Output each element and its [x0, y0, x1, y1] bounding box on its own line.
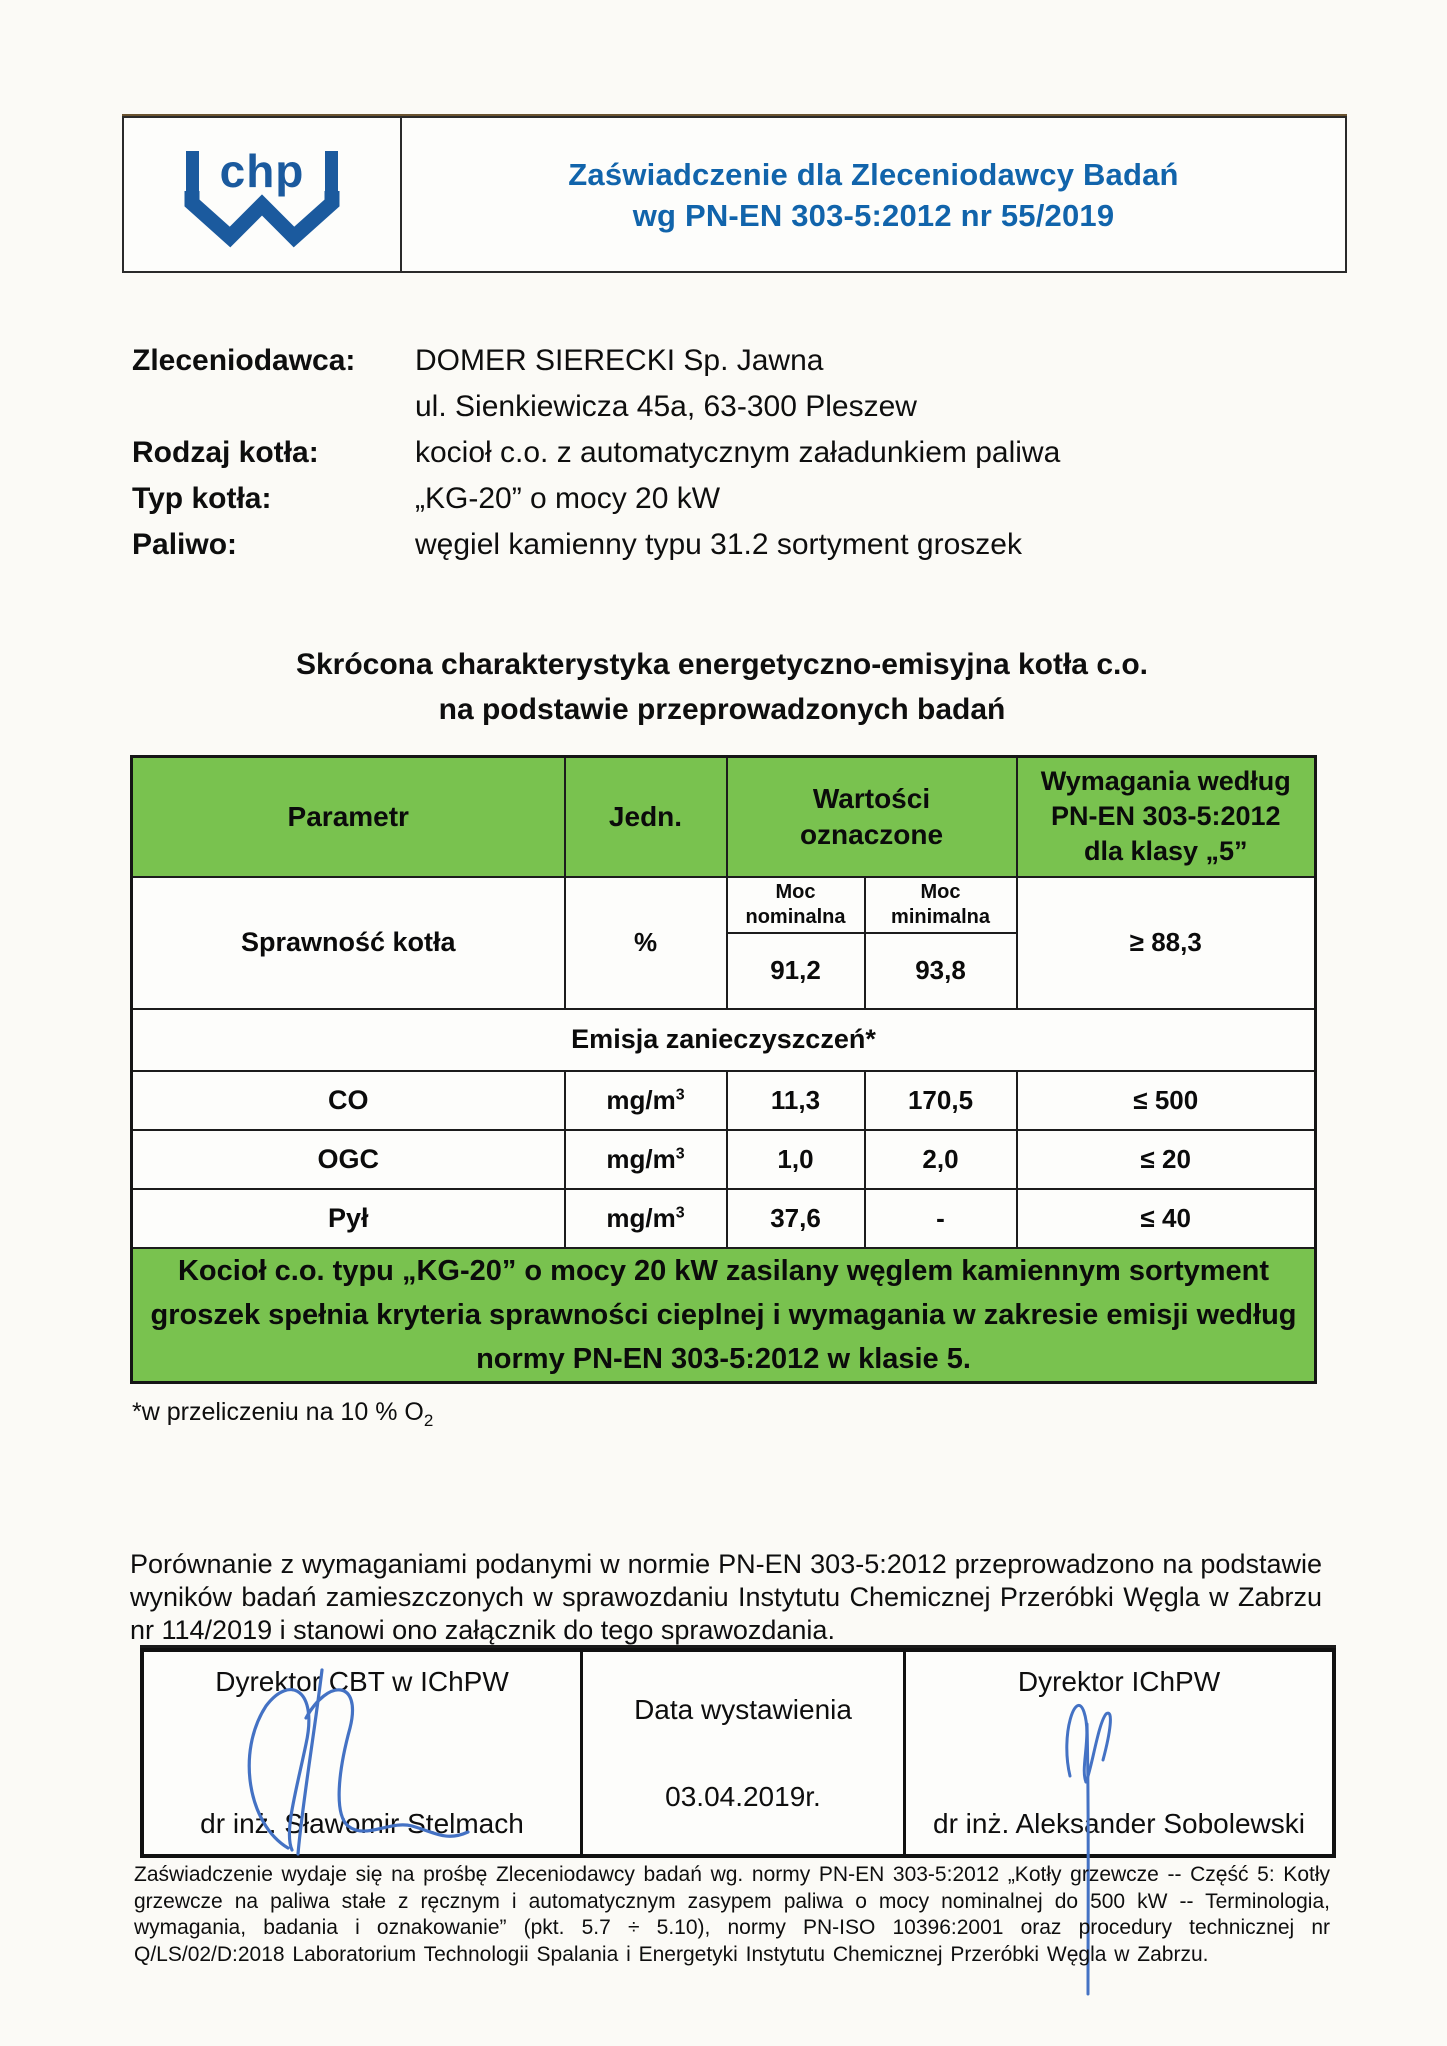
client-info: [132, 338, 1322, 568]
svg-text:chp: chp: [219, 144, 305, 197]
boiler-kind-value: kocioł c.o. z automatycznym załadunkiem paliwa: [415, 436, 1061, 469]
header-parametr: Parametr: [132, 757, 565, 877]
header-wartosci: [727, 757, 1017, 877]
signature-box: [140, 1648, 1336, 1858]
subheader-moc-nominalna: Moc nominalna: [727, 877, 865, 933]
pyl-row: [132, 1189, 1316, 1248]
efficiency-subheader-row: [132, 877, 1316, 933]
boiler-kind-label: Rodzaj kotła:: [132, 436, 319, 469]
co-param: CO: [132, 1071, 565, 1130]
section-title: [130, 642, 1314, 732]
pyl-unit-sup: 3: [675, 1203, 685, 1221]
ichpw-logo: [124, 118, 402, 271]
right-signer-title: Dyrektor IChPW: [1017, 1666, 1221, 1697]
emission-section-label: Emisja zanieczyszczeń*: [132, 1009, 1316, 1071]
conclusion-row: [132, 1248, 1316, 1383]
header-wartosci-line1: Wartości: [812, 782, 931, 814]
pyl-requirement: ≤ 40: [1017, 1189, 1316, 1248]
ogc-unit-base: mg/m: [606, 1143, 676, 1174]
header-jedn: Jedn.: [565, 757, 727, 877]
pyl-param: Pył: [132, 1189, 565, 1248]
section-title-line1: Skrócona charakterystyka energetyczno-emisyjna kotła c.o.: [295, 648, 1149, 681]
header-wartosci-line2: oznaczone: [799, 818, 944, 850]
client-label: Zleceniodawca:: [132, 344, 356, 377]
pyl-minimal: -: [865, 1189, 1017, 1248]
fuel-value: węgiel kamienny typu 31.2 sortyment groszek: [415, 528, 1022, 561]
co-nominal: 11,3: [727, 1071, 865, 1130]
left-signer-title: Dyrektor CBT w IChPW: [215, 1666, 509, 1697]
document-title-line1: Zaświadczenie dla Zleceniodawcy Badań: [568, 156, 1179, 192]
ichpw-logo-icon: [172, 141, 352, 249]
right-signer-name: dr inż. Aleksander Sobolewski: [933, 1808, 1305, 1839]
boiler-type-label: Typ kotła:: [132, 482, 272, 515]
client-address: ul. Sienkiewicza 45a, 63-300 Pleszew: [415, 390, 917, 423]
signature-cell-right: [906, 1652, 1332, 1854]
efficiency-requirement: ≥ 88,3: [1017, 877, 1316, 1009]
efficiency-minimal-value: 93,8: [865, 933, 1017, 1009]
ogc-requirement: ≤ 20: [1017, 1130, 1316, 1189]
header-box: [122, 116, 1347, 273]
section-title-line2: na podstawie przeprowadzonych badań: [438, 693, 1006, 726]
conclusion-banner: Kocioł c.o. typu „KG-20” o mocy 20 kW zasilany węglem kamiennym sortyment groszek spełnia kryteria sprawności cieplnej i wymagania w zakresie emisji według normy PN-EN 303-5:2012 w klasie 5.: [132, 1248, 1316, 1383]
ogc-row: [132, 1130, 1316, 1189]
table-header-row: [132, 757, 1316, 877]
co-unit-sup: 3: [675, 1085, 685, 1103]
header-wymagania-line1: Wymagania według: [1040, 766, 1291, 797]
fuel-label: Paliwo:: [132, 528, 238, 561]
ogc-nominal: 1,0: [727, 1130, 865, 1189]
header-wymagania-line3: dla klasy „5”: [1083, 836, 1248, 867]
subheader-moc-minimalna: Moc minimalna: [865, 877, 1017, 933]
footnote-sub: 2: [423, 1411, 434, 1430]
fine-print: Zaświadczenie wydaje się na prośbę Zleceniodawcy badań wg. normy PN-EN 303-5:2012 „Kotły grzewcze -- Część 5: Kotły grzewcze na paliwa stałe z ręcznym i automatycznym zasypem paliwa o mocy nominalnej do 500 kW -- Terminologia, wymagania, badania i oznakowanie” (pkt. 5.7 ÷ 5.10), normy PN-ISO 10396:2001 oraz procedury technicznej nr Q/LS/02/D:2018 Laboratorium Technologii Spalania i Energetyki Instytutu Chemicznej Przeróbki Węgla w Zabrzu.: [134, 1863, 1330, 1966]
client-name: DOMER SIERECKI Sp. Jawna: [415, 344, 824, 377]
ogc-unit: [565, 1130, 727, 1189]
signature-cell-date: [583, 1652, 906, 1854]
date-value: 03.04.2019r.: [665, 1780, 821, 1812]
co-unit-base: mg/m: [606, 1084, 676, 1115]
ogc-param: OGC: [132, 1130, 565, 1189]
pyl-nominal: 37,6: [727, 1189, 865, 1248]
header-wymagania-line2: PN-EN 303-5:2012: [1050, 801, 1281, 832]
document-title: [402, 118, 1345, 271]
co-row: [132, 1071, 1316, 1130]
ogc-minimal: 2,0: [865, 1130, 1017, 1189]
header-wymagania: [1017, 757, 1316, 877]
results-table: [130, 755, 1317, 1384]
co-unit: [565, 1071, 727, 1130]
signature-cell-left: [144, 1652, 583, 1854]
co-minimal: 170,5: [865, 1071, 1017, 1130]
ogc-unit-sup: 3: [675, 1144, 685, 1162]
pyl-unit: [565, 1189, 727, 1248]
comparison-paragraph: Porównanie z wymaganiami podanymi w normie PN-EN 303-5:2012 przeprowadzono na podstawie wyników badań zamieszczonych w sprawozdaniu Instytutu Chemicznej Przeróbki Węgla w Zabrzu nr 114/2019 i stanowi ono załącznik do tego sprawozdania.: [130, 1549, 1322, 1645]
pyl-unit-base: mg/m: [606, 1202, 676, 1233]
boiler-type-value: „KG-20” o mocy 20 kW: [415, 482, 721, 515]
emission-section-row: [132, 1009, 1316, 1071]
document-title-line2: wg PN-EN 303-5:2012 nr 55/2019: [632, 197, 1115, 233]
footnote-text: *w przeliczeniu na 10 % O: [132, 1398, 424, 1426]
efficiency-nominal-value: 91,2: [727, 933, 865, 1009]
spacer: [132, 384, 415, 430]
efficiency-param: Sprawność kotła: [132, 877, 565, 1009]
footnote: [132, 1398, 433, 1431]
efficiency-unit: %: [565, 877, 727, 1009]
left-signer-name: dr inż. Sławomir Stelmach: [200, 1808, 524, 1839]
co-requirement: ≤ 500: [1017, 1071, 1316, 1130]
date-label: Data wystawienia: [634, 1693, 852, 1725]
